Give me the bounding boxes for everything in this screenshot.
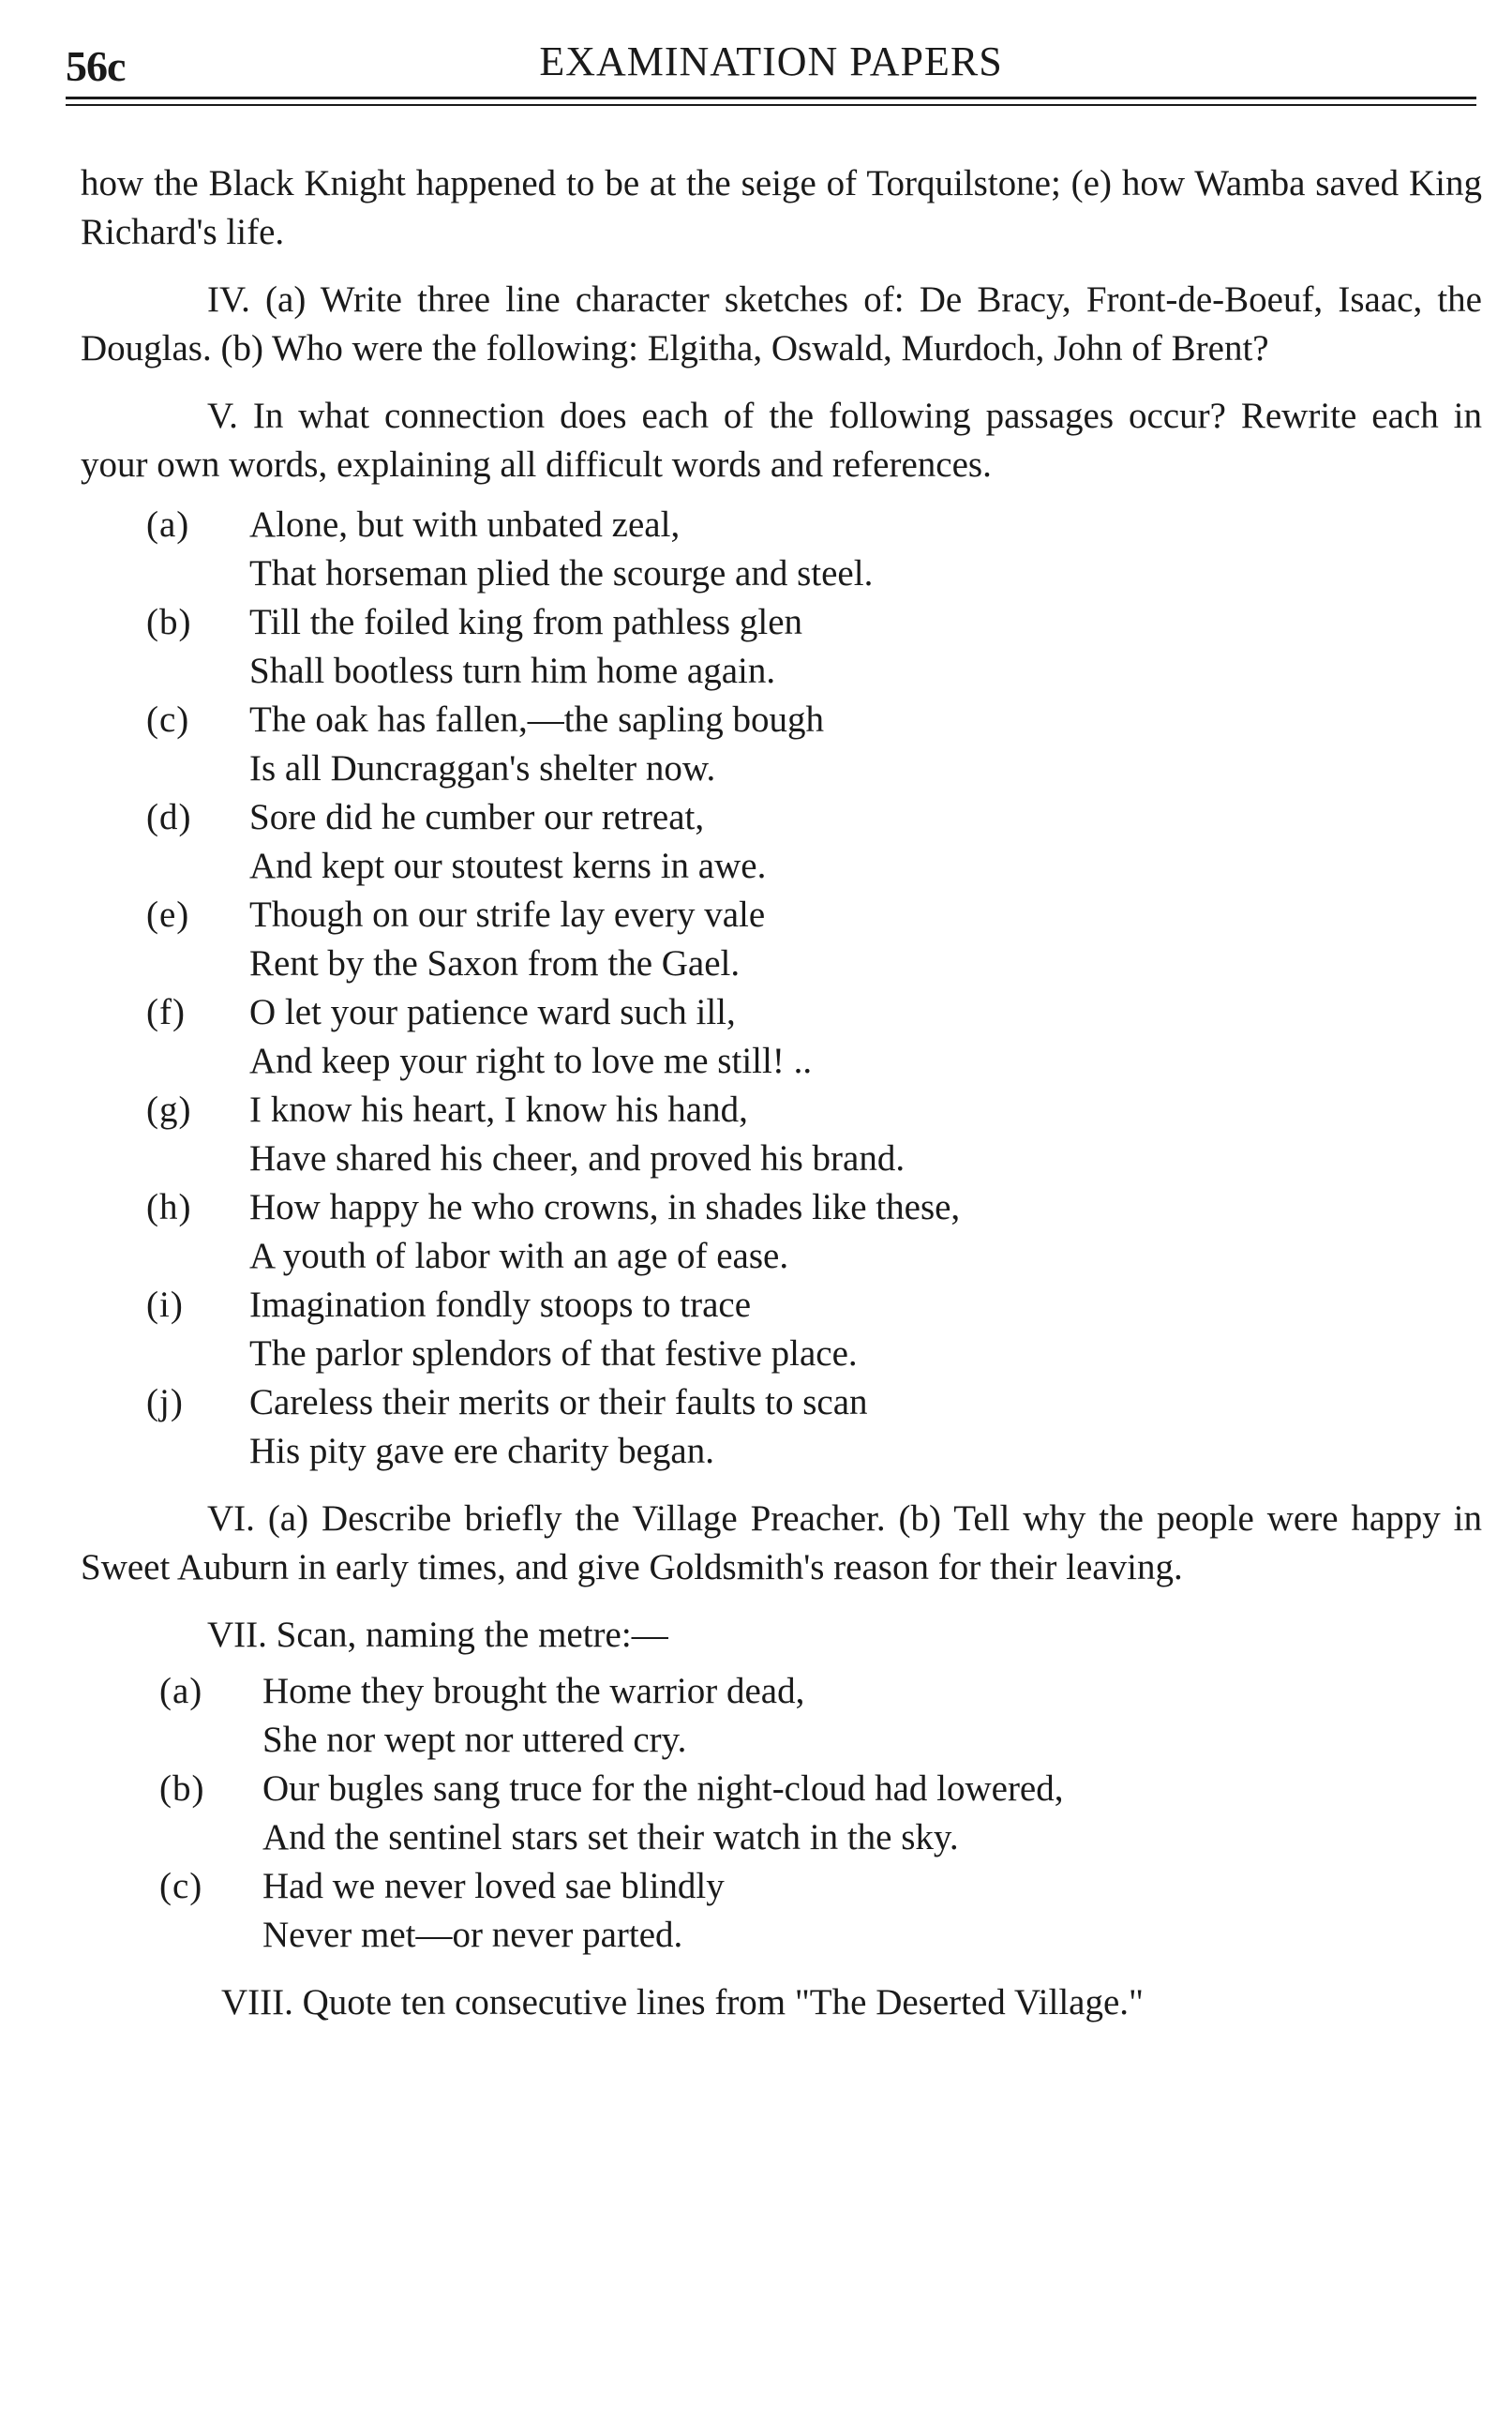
passage — [81, 988, 1482, 1086]
passage — [81, 1667, 1482, 1765]
passage-label: (i) — [146, 1285, 184, 1325]
passage-label: (c) — [159, 1866, 203, 1906]
passage — [81, 1086, 1482, 1183]
passage — [81, 1281, 1482, 1378]
passage-lines — [249, 1281, 1482, 1378]
passage-label: (d) — [146, 797, 192, 837]
passage-label: (b) — [159, 1768, 205, 1809]
passage — [81, 1862, 1482, 1960]
verse-line: Never met—or never parted. — [262, 1915, 683, 1955]
page-header — [66, 36, 1476, 101]
verse-line: Had we never loved sae blindly — [262, 1866, 725, 1906]
verse-line: How happy he who crowns, in shades like these, — [249, 1187, 961, 1227]
passage-lines — [262, 1765, 1482, 1862]
verse-line: Till the foiled king from pathless glen — [249, 602, 803, 642]
passage — [81, 793, 1482, 891]
passage — [81, 1765, 1482, 1862]
verse-line: O let your patience ward such ill, — [249, 992, 736, 1032]
verse-line: Have shared his cheer, and proved his brand. — [249, 1138, 906, 1179]
passage — [81, 598, 1482, 696]
passage-label: (g) — [146, 1090, 192, 1130]
passage-label: (e) — [146, 895, 190, 935]
verse-line: Though on our strife lay every vale — [249, 895, 766, 935]
question-5-passages — [81, 501, 1482, 1476]
passage-lines — [249, 891, 1482, 988]
verse-line: The parlor splendors of that festive place. — [249, 1333, 858, 1374]
passage-lines — [262, 1862, 1482, 1960]
page-number: 56c — [66, 42, 126, 90]
verse-line: Rent by the Saxon from the Gael. — [249, 943, 741, 984]
passage-lines — [249, 1086, 1482, 1183]
running-head: EXAMINATION PAPERS — [539, 38, 1003, 84]
verse-line: I know his heart, I know his hand, — [249, 1090, 748, 1130]
verse-line: Is all Duncraggan's shelter now. — [249, 748, 716, 789]
passage-label: (c) — [146, 699, 190, 740]
verse-line: And kept our stoutest kerns in awe. — [249, 846, 767, 886]
passage-lines — [262, 1667, 1482, 1765]
passage-label: (h) — [146, 1187, 192, 1227]
verse-line: Home they brought the warrior dead, — [262, 1671, 805, 1711]
verse-line: And the sentinel stars set their watch in the sky. — [262, 1817, 959, 1857]
passage-label: (j) — [146, 1382, 184, 1422]
question-7-passages — [81, 1667, 1482, 1960]
verse-line: Careless their merits or their faults to scan — [249, 1382, 868, 1422]
verse-line: Alone, but with unbated zeal, — [249, 504, 681, 545]
passage-lines — [249, 988, 1482, 1086]
passage-label: (b) — [146, 602, 192, 642]
passage-lines — [249, 501, 1482, 598]
question-7-intro: VII. Scan, naming the metre:— — [207, 1615, 668, 1655]
passage-label: (a) — [146, 504, 190, 545]
question-5-intro: V. In what connection does each of the following passages occur? Rewrite each in your own words, explaining all difficult words and references. — [81, 396, 1482, 485]
verse-line: His pity gave ere charity began. — [249, 1431, 714, 1471]
verse-line: Imagination fondly stoops to trace — [249, 1285, 752, 1325]
passage-lines — [249, 1378, 1482, 1476]
verse-line: She nor wept nor uttered cry. — [262, 1720, 687, 1760]
passage — [81, 696, 1482, 793]
header-rule-bottom — [66, 104, 1476, 106]
passage — [81, 891, 1482, 988]
verse-line: And keep your right to love me still! .. — [249, 1041, 813, 1081]
header-rule-top — [66, 97, 1476, 99]
question-8: VIII. Quote ten consecutive lines from "The Deserted Village." — [221, 1982, 1144, 2022]
passage — [81, 501, 1482, 598]
exam-content — [81, 159, 1482, 2027]
passage-label: (f) — [146, 992, 186, 1032]
question-4: IV. (a) Write three line character sketches of: De Bracy, Front-de-Boeuf, Isaac, the Douglas. (b) Who were the following: Elgitha, Oswald, Murdoch, John of Brent? — [81, 279, 1482, 368]
passage-lines — [249, 598, 1482, 696]
passage — [81, 1183, 1482, 1281]
verse-line: Our bugles sang truce for the night-cloud had lowered, — [262, 1768, 1064, 1809]
verse-line: Shall bootless turn him home again. — [249, 651, 776, 691]
verse-line: Sore did he cumber our retreat, — [249, 797, 705, 837]
passage-lines — [249, 696, 1482, 793]
verse-line: That horseman plied the scourge and steel. — [249, 553, 874, 594]
verse-line: The oak has fallen,—the sapling bough — [249, 699, 825, 740]
verse-line: A youth of labor with an age of ease. — [249, 1236, 789, 1276]
passage-lines — [249, 793, 1482, 891]
question-6: VI. (a) Describe briefly the Village Preacher. (b) Tell why the people were happy in Sweet Auburn in early times, and give Goldsmith's reason for their leaving. — [81, 1498, 1482, 1587]
passage-label: (a) — [159, 1671, 203, 1711]
passage-lines — [249, 1183, 1482, 1281]
question-3-continuation: how the Black Knight happened to be at the seige of Torquilstone; (e) how Wamba saved King Richard's life. — [81, 163, 1482, 252]
passage — [81, 1378, 1482, 1476]
